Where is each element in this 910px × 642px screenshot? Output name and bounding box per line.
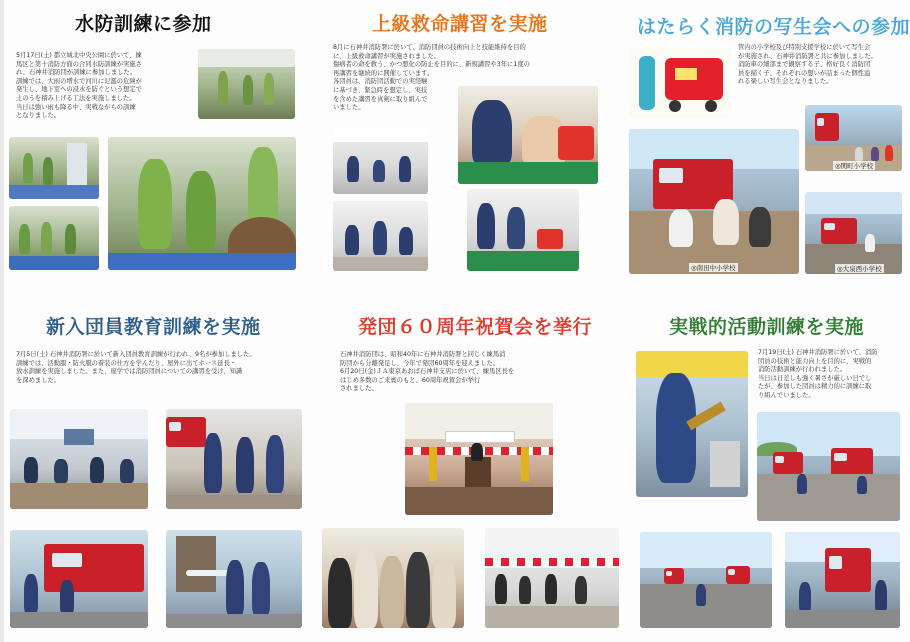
section-title: 新入団員教育訓練を実施 — [46, 316, 261, 338]
section-body: 管内の小学校及び特別支援学校に於いて写生会 が実施され、石神井消防署と共に参加しました。 消防車の細部まで観察する子、格好良く消防団 員を描く子、それぞれの想いが詰まった個性溢 れる楽しい写生会となりました。 — [738, 44, 877, 86]
photo-lecture-room — [10, 409, 148, 509]
photo-cpr-practice — [333, 201, 428, 271]
photo-water-spray — [166, 530, 302, 628]
photo-banquet-hall — [485, 528, 619, 628]
photo-sandbag-line — [9, 206, 99, 270]
section-body: 8月に石神井消防署に於いて、消防団員の技術向上と技能維持を目的 に、上級救命講習が実施されました。 傷病者の命を救う、かつ悪化の防止を目的に、新規講習や3年に1度の 再講習を継続的に開催しています。 各団員は、消防団活動での実経験 に基づき、緊急時を想定し、実技 を含めた講習を真剣に取り組んで いました。 — [333, 44, 530, 112]
section-title: 実戦的活動訓練を実施 — [669, 316, 865, 338]
photo-oizumi-nishi — [805, 192, 902, 274]
photo-sandbag-crew — [9, 137, 99, 199]
section-title: 発団６０周年祝賀会を挙行 — [358, 316, 593, 338]
fold-shadow — [0, 0, 4, 642]
photo-ceremony-stage — [405, 403, 553, 515]
photo-caption: ◎南田中小学校 — [691, 264, 736, 272]
photo-fire-truck-drill — [10, 530, 148, 628]
photo-hose-training — [166, 409, 302, 509]
photo-child-drawing — [629, 48, 729, 118]
photo-classroom — [333, 126, 428, 194]
photo-caption: ◎関町小学校 — [835, 162, 874, 170]
section-title: 水防訓練に参加 — [75, 13, 212, 35]
photo-minami-tanaka — [629, 129, 799, 274]
photo-caption: ◎大泉西小学校 — [837, 265, 882, 273]
photo-group-guests — [322, 528, 464, 628]
photo-firefighter-hose — [636, 351, 748, 497]
photo-drill-tent — [198, 49, 295, 119]
photo-sekimachi — [805, 105, 902, 171]
section-title: 上級救命講習を実施 — [372, 13, 548, 35]
section-body: 石神井消防団は、昭和40年に石神井消防署と同じく練馬消 防団から分離発足し、今年で発団60周年を迎えました。 6月20日(金)ＪＡ東京あおば石神井支店に於いて、練馬区長を はじめ多数のご来賓のもと、60周年祝賀会が挙行 されました。 — [340, 351, 515, 393]
photo-sandbag-main — [108, 137, 296, 270]
photo-fire-trucks — [757, 412, 900, 521]
photo-cpr-closeup — [458, 86, 598, 184]
section-body: 5月17日(土) 都立城北中央公園に於いて、練 馬区と第十消防方面の合同水防訓練が実施さ れ、石神井消防団が訓練に参加しました。 訓練では、大雨の増水で河川に氾濫の危険が 発生し、地下室への浸水を防ぐという想定で 土のうを積み上げる工法を実施しました。 当日は強い雨も降る中、実戦ながらの訓練 となりました。 — [16, 52, 142, 120]
photo-training-yard — [640, 532, 772, 628]
photo-aed-training — [467, 189, 579, 271]
photo-ladder-truck — [785, 532, 900, 628]
section-body: 7月5日(土) 石神井消防署に於いて新入団員教育訓練が行われ、9名が参加しました。 訓練では、活動服・防火服の着装の仕方を学んだり、屋外に出てホース延長・ 放水訓練を実施しました。また、座学では消防団員についての講習を受け、知識 を深めました。 — [16, 351, 256, 384]
section-title: はたらく消防の写生会への参加 — [637, 16, 910, 38]
section-body: 7月19日(土) 石神井消防署に於いて、消防 団員の技術と能力向上を目的に、実戦的 消防活動訓練が行われました。 当日は日差しも強く暑さが厳しい日でし たが、参加した団員は精力的に訓練に取 り組んでいました。 — [758, 349, 878, 399]
